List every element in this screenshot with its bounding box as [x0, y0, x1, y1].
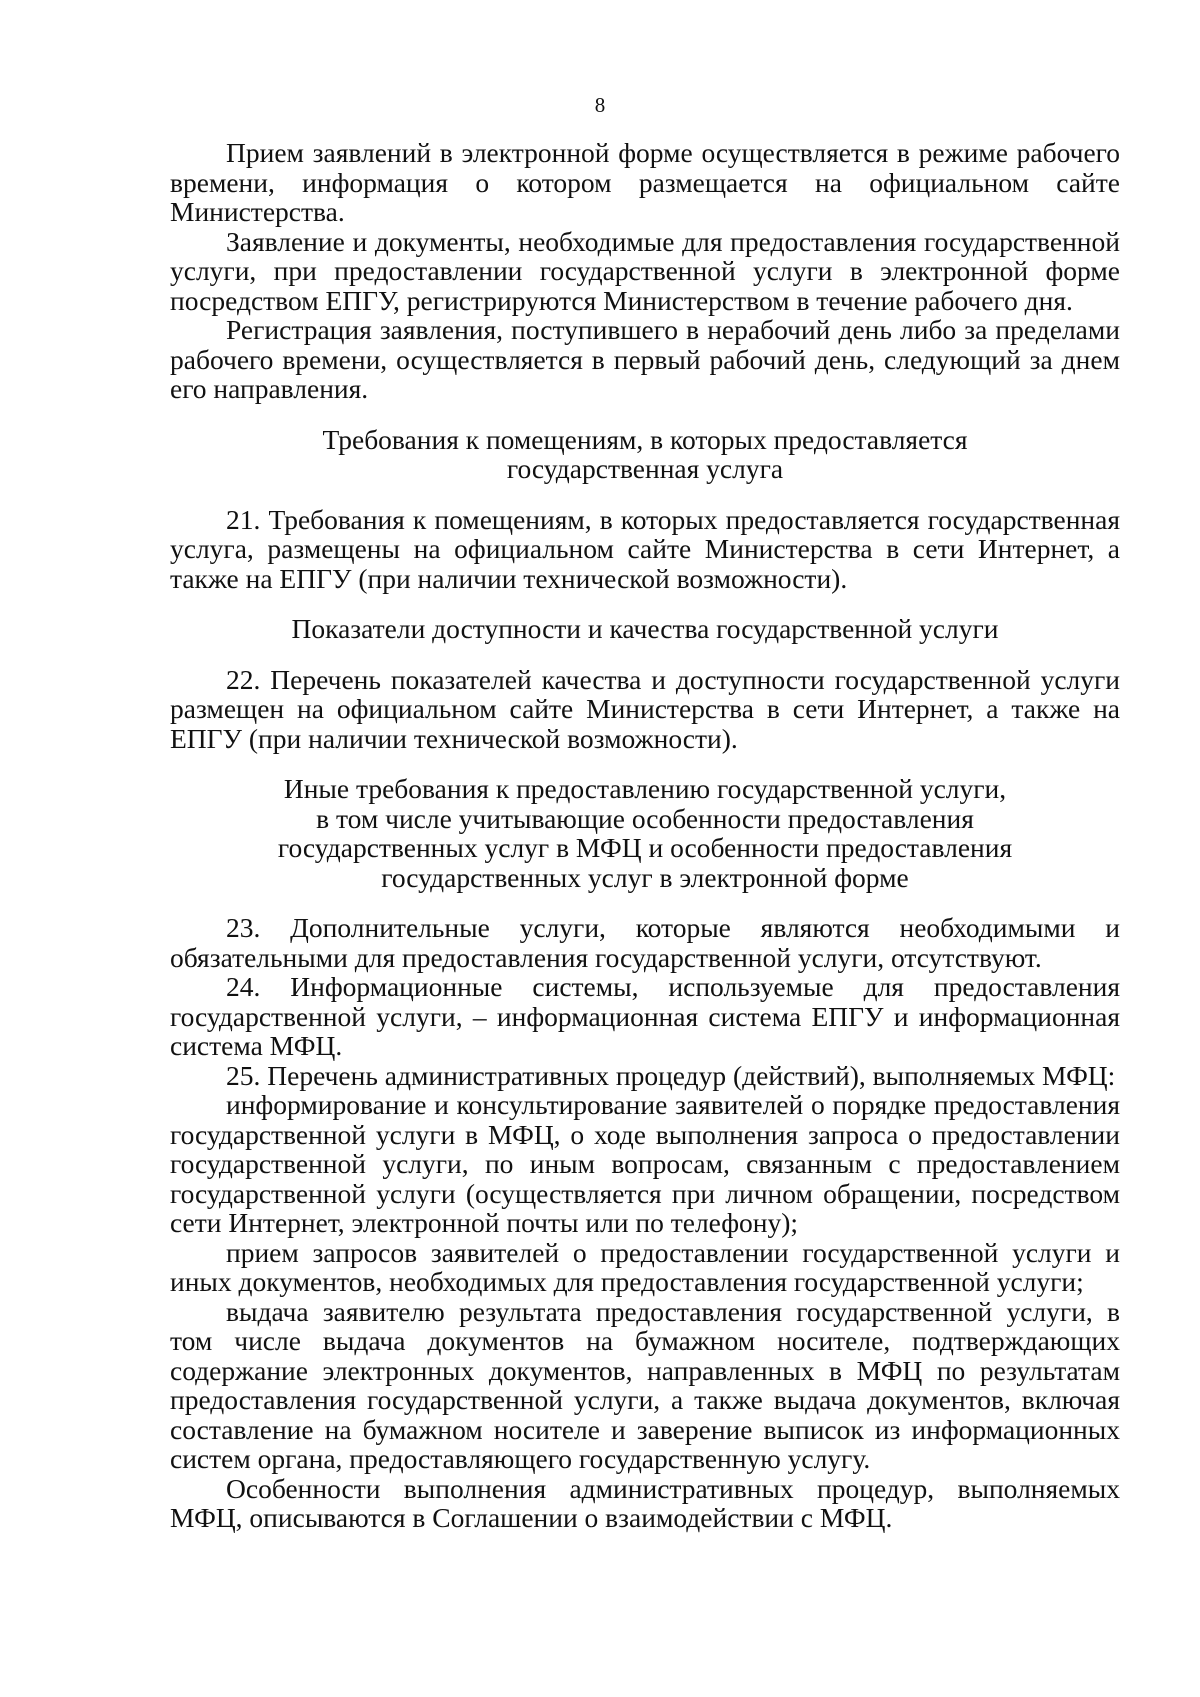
section-heading-other-requirements: [170, 774, 1120, 892]
page-number: 8: [594, 93, 606, 117]
paragraph-application-registration: Заявление и документы, необходимые для предоставления государственной услуги, при предоставлении государственной услуги в электронной форме посредством ЕПГУ, регистрируются Министерством в течение рабочего дня.: [170, 225, 1120, 316]
section-heading-premises: [170, 425, 1120, 484]
heading-line: в том числе учитывающие особенности предоставления: [316, 802, 974, 834]
list-item-result-issuance: выдача заявителю результата предоставления государственной услуги, в том числе выдача документов на бумажном носителе, подтверждающих содержание электронных документов, направленных в МФЦ по результатам предоставления государственной услуги, а также выдача документов, включая составление на бумажном носителе и заверение выписок из информационных систем органа, предоставляющего государственную услугу.: [170, 1295, 1120, 1474]
paragraph-23: 23. Дополнительные услуги, которые являются необходимыми и обязательными для предоставления государственной услуги, отсутствуют.: [170, 912, 1120, 973]
list-item-informing: информирование и консультирование заявителей о порядке предоставления государственной услуги в МФЦ, о ходе выполнения запроса о предоставлении государственной услуги, по иным вопросам, связанным с предоставлением государственной услуги (осуществляется при личном обращении, посредством сети Интернет, электронной почты или по телефону);: [170, 1089, 1120, 1238]
heading-line: Показатели доступности и качества государственной услуги: [291, 613, 999, 644]
paragraph-mfc-features: Особенности выполнения административных процедур, выполняемых МФЦ, описываются в Соглашении о взаимодействии с МФЦ.: [170, 1472, 1120, 1533]
paragraph-22: 22. Перечень показателей качества и доступности государственной услуги размещен на официальном сайте Министерства в сети Интернет, а также на ЕПГУ (при наличии технической возможности).: [170, 663, 1120, 754]
list-item-reception: прием запросов заявителей о предоставлении государственной услуги и иных документов, необходимых для предоставления государственной услуги;: [170, 1236, 1120, 1297]
paragraph-24: 24. Информационные системы, используемые для предоставления государственной услуги, – информационная система ЕПГУ и информационная система МФЦ.: [170, 971, 1120, 1061]
heading-line: государственных услуг в электронной форме: [381, 861, 909, 893]
heading-line: государственная услуга: [506, 453, 784, 484]
paragraph-21: 21. Требования к помещениям, в которых предоставляется государственная услуга, размещены на официальном сайте Министерства в сети Интернет, а также на ЕПГУ (при наличии технической возможности).: [170, 503, 1120, 594]
heading-line: государственных услуг в МФЦ и особенности предоставления: [277, 832, 1013, 863]
paragraph-25: 25. Перечень административных процедур (действий), выполняемых МФЦ:: [226, 1059, 1116, 1091]
document-body: [170, 138, 1120, 1533]
heading-line: Требования к помещениям, в которых предоставляется: [322, 423, 968, 455]
paragraph-nonworking-day-registration: Регистрация заявления, поступившего в нерабочий день либо за пределами рабочего времени, осуществляется в первый рабочий день, следующий за днем его направления.: [170, 314, 1120, 404]
section-heading-accessibility: [170, 614, 1120, 644]
paragraph-electronic-reception: Прием заявлений в электронной форме осуществляется в режиме рабочего времени, информация о котором размещается на официальном сайте Министерства.: [170, 137, 1120, 227]
heading-line: Иные требования к предоставлению государственной услуги,: [283, 773, 1007, 804]
